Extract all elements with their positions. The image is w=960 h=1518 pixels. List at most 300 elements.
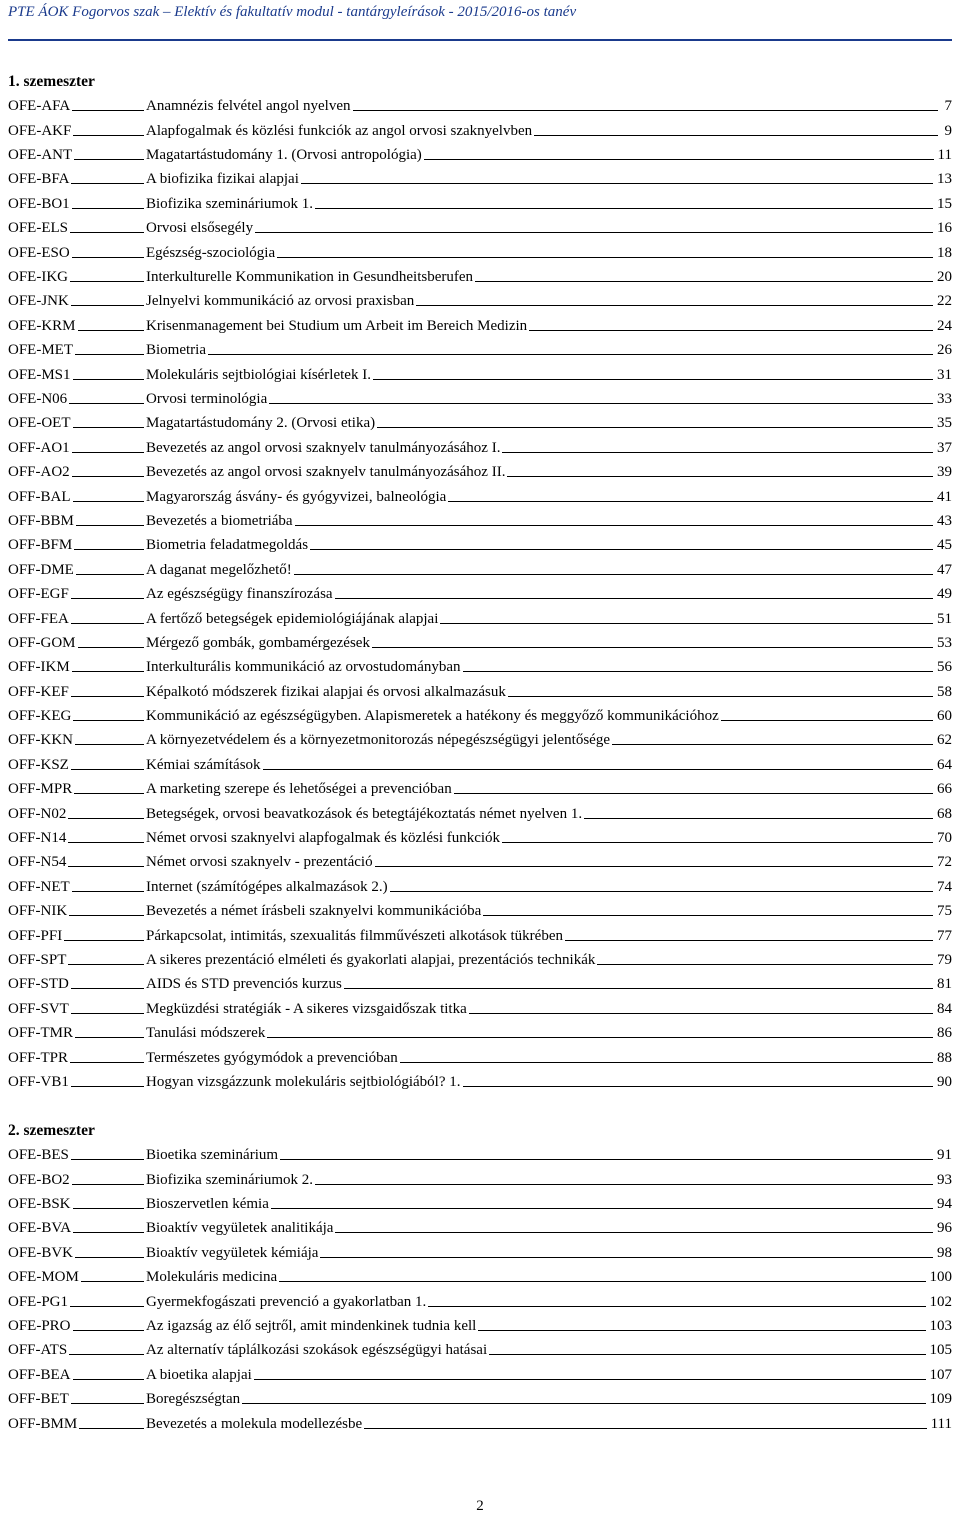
toc-entry[interactable] bbox=[8, 607, 952, 631]
code-leader-line bbox=[75, 728, 144, 745]
toc-entry[interactable] bbox=[8, 997, 952, 1021]
course-code: OFF-PFI bbox=[8, 927, 63, 944]
course-code-cell bbox=[8, 241, 144, 265]
toc-entry[interactable] bbox=[8, 1412, 952, 1436]
code-leader-line bbox=[71, 167, 144, 184]
course-code-cell bbox=[8, 826, 144, 850]
course-code-cell bbox=[8, 338, 144, 362]
course-title: Német orvosi szaknyelvi alapfogalmak és közlési funkciók bbox=[146, 830, 501, 847]
course-title-cell bbox=[146, 875, 952, 899]
course-code-cell bbox=[8, 631, 144, 655]
page-reference: 94 bbox=[937, 1196, 952, 1213]
toc-entry[interactable] bbox=[8, 94, 952, 118]
code-leader-line bbox=[71, 680, 144, 697]
toc-entry[interactable] bbox=[8, 924, 952, 948]
toc-entry[interactable] bbox=[8, 1290, 952, 1314]
code-leader-line bbox=[72, 94, 144, 111]
course-code: OFE-PG1 bbox=[8, 1293, 69, 1310]
code-leader-line bbox=[73, 485, 144, 502]
title-leader-line bbox=[529, 314, 933, 331]
page-reference: 7 bbox=[944, 98, 952, 115]
course-title-cell bbox=[146, 582, 952, 606]
toc-list bbox=[8, 94, 952, 1094]
title-leader-line bbox=[565, 924, 933, 941]
course-code-cell bbox=[8, 1192, 144, 1216]
page-reference: 68 bbox=[937, 805, 952, 822]
page-reference: 11 bbox=[937, 147, 952, 164]
page-reference: 9 bbox=[944, 122, 952, 139]
course-title: Magatartástudomány 2. (Orvosi etika) bbox=[146, 415, 376, 432]
course-title-cell bbox=[146, 1412, 952, 1436]
course-title: Molekuláris medicina bbox=[146, 1269, 278, 1286]
code-leader-line bbox=[74, 777, 144, 794]
course-title-cell bbox=[146, 972, 952, 996]
course-title: Bevezetés a német írásbeli szaknyelvi kommunikációba bbox=[146, 903, 482, 920]
course-code: OFF-IKM bbox=[8, 659, 70, 676]
course-title-cell bbox=[146, 533, 952, 557]
title-leader-line bbox=[721, 704, 933, 721]
course-title-cell bbox=[146, 704, 952, 728]
course-title: Az alternatív táplálkozási szokások egészségügyi hatásai bbox=[146, 1342, 488, 1359]
course-title-cell bbox=[146, 1143, 952, 1167]
course-code: OFF-SPT bbox=[8, 951, 67, 968]
page-header: PTE ÁOK Fogorvos szak – Elektív és fakultatív modul - tantárgyleírások - 2015/2016-os tanév bbox=[8, 4, 577, 20]
title-leader-line bbox=[507, 460, 933, 477]
toc-entry[interactable] bbox=[8, 1216, 952, 1240]
title-leader-line bbox=[534, 119, 938, 136]
title-leader-line bbox=[612, 728, 933, 745]
course-title-cell bbox=[146, 728, 952, 752]
code-leader-line bbox=[71, 289, 144, 306]
page-reference: 86 bbox=[937, 1025, 952, 1042]
course-title-cell bbox=[146, 216, 952, 240]
toc-entry[interactable] bbox=[8, 1070, 952, 1094]
toc-entry[interactable] bbox=[8, 1241, 952, 1265]
course-title: Krisenmanagement bei Studium um Arbeit im Bereich Medizin bbox=[146, 317, 528, 334]
page-reference: 15 bbox=[937, 195, 952, 212]
toc-entry[interactable] bbox=[8, 655, 952, 679]
title-leader-line bbox=[255, 216, 933, 233]
title-leader-line bbox=[502, 436, 933, 453]
code-leader-line bbox=[76, 558, 144, 575]
code-leader-line bbox=[79, 1412, 144, 1429]
course-code-cell bbox=[8, 411, 144, 435]
code-leader-line bbox=[72, 192, 144, 209]
course-code-cell bbox=[8, 997, 144, 1021]
course-title-cell bbox=[146, 1241, 952, 1265]
course-title: Megküzdési stratégiák - A sikeres vizsgaidőszak titka bbox=[146, 1000, 467, 1017]
course-title-cell bbox=[146, 143, 952, 167]
page-reference: 37 bbox=[937, 439, 952, 456]
code-leader-line bbox=[71, 607, 144, 624]
page-reference: 51 bbox=[937, 610, 952, 627]
course-code-cell bbox=[8, 167, 144, 191]
course-code-cell bbox=[8, 875, 144, 899]
page-reference: 74 bbox=[937, 878, 952, 895]
course-code: OFF-BMM bbox=[8, 1415, 78, 1432]
course-code-cell bbox=[8, 119, 144, 143]
section-title: 1. szemeszter bbox=[8, 73, 95, 90]
code-leader-line bbox=[71, 582, 144, 599]
course-code: OFF-NET bbox=[8, 878, 70, 895]
toc-entry[interactable] bbox=[8, 119, 952, 143]
page-reference: 88 bbox=[937, 1049, 952, 1066]
course-title: Molekuláris sejtbiológiai kísérletek I. bbox=[146, 366, 371, 383]
course-title: A marketing szerepe és lehetőségei a prevencióban bbox=[146, 781, 452, 798]
toc-entry[interactable] bbox=[8, 1168, 952, 1192]
page-reference: 47 bbox=[937, 561, 952, 578]
course-title-cell bbox=[146, 314, 952, 338]
title-leader-line bbox=[353, 94, 938, 111]
title-leader-line bbox=[372, 631, 933, 648]
page-reference: 98 bbox=[937, 1244, 952, 1261]
course-code-cell bbox=[8, 582, 144, 606]
course-code: OFF-BEA bbox=[8, 1366, 71, 1383]
course-code-cell bbox=[8, 1241, 144, 1265]
code-leader-line bbox=[73, 1192, 144, 1209]
course-title-cell bbox=[146, 1021, 952, 1045]
page-reference: 43 bbox=[937, 512, 952, 529]
toc-entry[interactable] bbox=[8, 533, 952, 557]
title-leader-line bbox=[489, 1338, 925, 1355]
course-title: Interkulturelle Kommunikation in Gesundheitsberufen bbox=[146, 269, 474, 286]
toc-entry[interactable] bbox=[8, 728, 952, 752]
course-title: Kémiai számítások bbox=[146, 756, 261, 773]
course-title-cell bbox=[146, 802, 952, 826]
course-title-cell bbox=[146, 997, 952, 1021]
course-title: Az egészségügy finanszírozása bbox=[146, 586, 333, 603]
page-reference: 75 bbox=[937, 903, 952, 920]
course-code-cell bbox=[8, 1338, 144, 1362]
course-title: Anamnézis felvétel angol nyelven bbox=[146, 98, 351, 115]
title-leader-line bbox=[320, 1241, 933, 1258]
course-title-cell bbox=[146, 119, 952, 143]
title-leader-line bbox=[377, 411, 933, 428]
course-code: OFF-N02 bbox=[8, 805, 67, 822]
toc-entry[interactable] bbox=[8, 777, 952, 801]
course-code: OFF-AO1 bbox=[8, 439, 70, 456]
page-reference: 66 bbox=[937, 781, 952, 798]
code-leader-line bbox=[68, 948, 144, 965]
course-code: OFE-MS1 bbox=[8, 366, 71, 383]
toc-entry[interactable] bbox=[8, 1363, 952, 1387]
title-leader-line bbox=[254, 1363, 926, 1380]
course-title: Egészség-szociológia bbox=[146, 244, 276, 261]
toc-entry[interactable] bbox=[8, 582, 952, 606]
toc-entry[interactable] bbox=[8, 1265, 952, 1289]
course-code: OFF-STD bbox=[8, 976, 69, 993]
course-title-cell bbox=[146, 265, 952, 289]
code-leader-line bbox=[71, 997, 144, 1014]
course-title: Biofizika szemináriumok 1. bbox=[146, 195, 314, 212]
toc-entry[interactable] bbox=[8, 363, 952, 387]
course-title: Alapfogalmak és közlési funkciók az angol orvosi szaknyelvben bbox=[146, 122, 533, 139]
course-title-cell bbox=[146, 850, 952, 874]
code-leader-line bbox=[72, 1168, 144, 1185]
toc-entry[interactable] bbox=[8, 387, 952, 411]
course-title-cell bbox=[146, 1265, 952, 1289]
course-code-cell bbox=[8, 728, 144, 752]
course-title-cell bbox=[146, 1046, 952, 1070]
section-semester-2 bbox=[8, 1119, 952, 1436]
code-leader-line bbox=[70, 1290, 144, 1307]
course-code: OFF-GOM bbox=[8, 634, 76, 651]
course-title: Orvosi elsősegély bbox=[146, 220, 254, 237]
course-title-cell bbox=[146, 509, 952, 533]
toc-entry[interactable] bbox=[8, 1314, 952, 1338]
toc-entry[interactable] bbox=[8, 850, 952, 874]
course-code: OFF-N54 bbox=[8, 854, 67, 871]
course-title: Biofizika szemináriumok 2. bbox=[146, 1171, 314, 1188]
course-title: Betegségek, orvosi beavatkozások és betegtájékoztatás német nyelven 1. bbox=[146, 805, 583, 822]
course-code-cell bbox=[8, 143, 144, 167]
page-reference: 39 bbox=[937, 464, 952, 481]
toc-list bbox=[8, 1143, 952, 1436]
toc-entry[interactable] bbox=[8, 826, 952, 850]
course-title: Gyermekfogászati prevenció a gyakorlatban 1. bbox=[146, 1293, 427, 1310]
course-title: Boregészségtan bbox=[146, 1391, 241, 1408]
course-code-cell bbox=[8, 1046, 144, 1070]
course-code-cell bbox=[8, 899, 144, 923]
page-reference: 64 bbox=[937, 756, 952, 773]
section-semester-1 bbox=[8, 70, 952, 1094]
course-title-cell bbox=[146, 1363, 952, 1387]
course-title-cell bbox=[146, 436, 952, 460]
course-title-cell bbox=[146, 558, 952, 582]
toc-entry[interactable] bbox=[8, 948, 952, 972]
course-title-cell bbox=[146, 1168, 952, 1192]
page-reference: 111 bbox=[930, 1415, 952, 1432]
code-leader-line bbox=[68, 802, 144, 819]
toc-entry[interactable] bbox=[8, 460, 952, 484]
toc-entry[interactable] bbox=[8, 436, 952, 460]
toc-entry[interactable] bbox=[8, 338, 952, 362]
toc-entry[interactable] bbox=[8, 753, 952, 777]
course-code-cell bbox=[8, 509, 144, 533]
course-code-cell bbox=[8, 94, 144, 118]
toc-entry[interactable] bbox=[8, 680, 952, 704]
course-title: Bevezetés a molekula modellezésbe bbox=[146, 1415, 363, 1432]
title-leader-line bbox=[584, 802, 933, 819]
course-code-cell bbox=[8, 850, 144, 874]
course-title: Bevezetés az angol orvosi szaknyelv tanulmányozásához I. bbox=[146, 439, 501, 456]
course-title-cell bbox=[146, 387, 952, 411]
course-code-cell bbox=[8, 1168, 144, 1192]
code-leader-line bbox=[69, 387, 144, 404]
code-leader-line bbox=[72, 875, 144, 892]
course-code: OFE-ELS bbox=[8, 220, 68, 237]
title-leader-line bbox=[335, 582, 933, 599]
course-code: OFF-SVT bbox=[8, 1000, 69, 1017]
course-code: OFF-VB1 bbox=[8, 1073, 69, 1090]
course-title: Bioetika szeminárium bbox=[146, 1147, 279, 1164]
course-code-cell bbox=[8, 1143, 144, 1167]
title-leader-line bbox=[269, 387, 933, 404]
title-leader-line bbox=[373, 363, 933, 380]
course-code-cell bbox=[8, 436, 144, 460]
code-leader-line bbox=[70, 1046, 144, 1063]
toc-entry[interactable] bbox=[8, 265, 952, 289]
code-leader-line bbox=[73, 1216, 144, 1233]
toc-entry[interactable] bbox=[8, 411, 952, 435]
course-title: Magyarország ásvány- és gyógyvizei, balneológia bbox=[146, 488, 447, 505]
course-code-cell bbox=[8, 607, 144, 631]
course-title: Bioszervetlen kémia bbox=[146, 1196, 269, 1213]
course-title: Német orvosi szaknyelv - prezentáció bbox=[146, 854, 373, 871]
title-leader-line bbox=[448, 485, 933, 502]
code-leader-line bbox=[70, 216, 144, 233]
toc-entry[interactable] bbox=[8, 1143, 952, 1167]
toc-entry[interactable] bbox=[8, 216, 952, 240]
toc-entry[interactable] bbox=[8, 704, 952, 728]
course-code: OFF-TMR bbox=[8, 1025, 74, 1042]
toc-entry[interactable] bbox=[8, 509, 952, 533]
toc-entry[interactable] bbox=[8, 1021, 952, 1045]
course-code: OFF-KSZ bbox=[8, 756, 69, 773]
toc-entry[interactable] bbox=[8, 972, 952, 996]
course-title-cell bbox=[146, 338, 952, 362]
course-title-cell bbox=[146, 1314, 952, 1338]
title-leader-line bbox=[469, 997, 933, 1014]
toc-entry[interactable] bbox=[8, 485, 952, 509]
course-title-cell bbox=[146, 1338, 952, 1362]
page-reference: 79 bbox=[937, 951, 952, 968]
code-leader-line bbox=[71, 1387, 144, 1404]
toc-entry[interactable] bbox=[8, 241, 952, 265]
toc-entry[interactable] bbox=[8, 167, 952, 191]
code-leader-line bbox=[73, 704, 144, 721]
course-code: OFF-BFM bbox=[8, 537, 73, 554]
title-leader-line bbox=[295, 509, 933, 526]
title-leader-line bbox=[375, 850, 933, 867]
course-title-cell bbox=[146, 631, 952, 655]
code-leader-line bbox=[75, 1021, 144, 1038]
course-code: OFE-OET bbox=[8, 415, 71, 432]
course-title-cell bbox=[146, 94, 952, 118]
code-leader-line bbox=[69, 899, 144, 916]
title-leader-line bbox=[315, 192, 933, 209]
title-leader-line bbox=[277, 241, 933, 258]
page-reference: 77 bbox=[937, 927, 952, 944]
page-reference: 26 bbox=[937, 342, 952, 359]
page-reference: 22 bbox=[937, 293, 952, 310]
page-reference: 102 bbox=[929, 1293, 952, 1310]
toc-entry[interactable] bbox=[8, 314, 952, 338]
course-code-cell bbox=[8, 972, 144, 996]
section-title: 2. szemeszter bbox=[8, 1122, 95, 1139]
course-title: Biometria bbox=[146, 342, 206, 359]
course-title-cell bbox=[146, 167, 952, 191]
course-title: Bevezetés a biometriába bbox=[146, 512, 293, 529]
course-code-cell bbox=[8, 289, 144, 313]
course-code-cell bbox=[8, 680, 144, 704]
toc-entry[interactable] bbox=[8, 1192, 952, 1216]
toc-entry[interactable] bbox=[8, 631, 952, 655]
course-title: Internet (számítógépes alkalmazások 2.) bbox=[146, 878, 388, 895]
code-leader-line bbox=[73, 363, 144, 380]
course-title: Kommunikáció az egészségügyben. Alapismeretek a hatékony és meggyőző kommunikációhoz bbox=[146, 708, 719, 725]
code-leader-line bbox=[74, 143, 144, 160]
title-leader-line bbox=[335, 1216, 933, 1233]
toc-entry[interactable] bbox=[8, 1387, 952, 1411]
title-leader-line bbox=[263, 753, 933, 770]
code-leader-line bbox=[72, 655, 144, 672]
page-reference: 100 bbox=[929, 1269, 952, 1286]
course-title-cell bbox=[146, 1216, 952, 1240]
page-number: 2 bbox=[476, 1498, 484, 1514]
course-code: OFE-MET bbox=[8, 342, 73, 359]
title-leader-line bbox=[310, 533, 933, 550]
title-leader-line bbox=[208, 338, 933, 355]
code-leader-line bbox=[73, 119, 144, 136]
course-code-cell bbox=[8, 1216, 144, 1240]
course-code-cell bbox=[8, 216, 144, 240]
page-reference: 20 bbox=[937, 269, 952, 286]
toc-entry[interactable] bbox=[8, 899, 952, 923]
toc-entry[interactable] bbox=[8, 192, 952, 216]
page-reference: 105 bbox=[929, 1342, 952, 1359]
course-title-cell bbox=[146, 899, 952, 923]
page-reference: 62 bbox=[937, 732, 952, 749]
course-title-cell bbox=[146, 948, 952, 972]
course-code-cell bbox=[8, 802, 144, 826]
course-title-cell bbox=[146, 777, 952, 801]
course-code: OFF-MPR bbox=[8, 781, 73, 798]
title-leader-line bbox=[390, 875, 933, 892]
course-code: OFE-AKF bbox=[8, 122, 72, 139]
course-title-cell bbox=[146, 1290, 952, 1314]
toc-entry[interactable] bbox=[8, 289, 952, 313]
title-leader-line bbox=[463, 655, 933, 672]
course-code: OFF-KEF bbox=[8, 683, 69, 700]
page-reference: 107 bbox=[929, 1366, 952, 1383]
page-reference: 96 bbox=[937, 1220, 952, 1237]
course-code-cell bbox=[8, 1070, 144, 1094]
course-title-cell bbox=[146, 363, 952, 387]
toc-entry[interactable] bbox=[8, 1338, 952, 1362]
title-leader-line bbox=[279, 1265, 925, 1282]
course-code: OFE-JNK bbox=[8, 293, 69, 310]
page-reference: 72 bbox=[937, 854, 952, 871]
course-code-cell bbox=[8, 314, 144, 338]
course-title-cell bbox=[146, 460, 952, 484]
toc-entry[interactable] bbox=[8, 558, 952, 582]
title-leader-line bbox=[271, 1192, 933, 1209]
page-reference: 60 bbox=[937, 708, 952, 725]
course-title-cell bbox=[146, 655, 952, 679]
course-code: OFF-ATS bbox=[8, 1342, 68, 1359]
course-title: A környezetvédelem és a környezetmonitorozás népegészségügyi jelentősége bbox=[146, 732, 610, 749]
code-leader-line bbox=[75, 338, 144, 355]
title-leader-line bbox=[428, 1290, 925, 1307]
toc-entry[interactable] bbox=[8, 143, 952, 167]
course-title: A sikeres prezentáció elméleti és gyakorlati alapjai, prezentációs technikák bbox=[146, 951, 596, 968]
course-title: A fertőző betegségek epidemiológiájának alapjai bbox=[146, 610, 439, 627]
page-reference: 56 bbox=[937, 659, 952, 676]
toc-entry[interactable] bbox=[8, 1046, 952, 1070]
course-title-cell bbox=[146, 826, 952, 850]
code-leader-line bbox=[70, 265, 144, 282]
course-code: OFF-FEA bbox=[8, 610, 69, 627]
code-leader-line bbox=[72, 241, 144, 258]
course-title: Párkapcsolat, intimitás, szexualitás filmművészeti alkotások tükrében bbox=[146, 927, 563, 944]
course-code: OFF-KEG bbox=[8, 708, 72, 725]
course-code: OFE-KRM bbox=[8, 317, 76, 334]
toc-entry[interactable] bbox=[8, 875, 952, 899]
toc-entry[interactable] bbox=[8, 802, 952, 826]
code-leader-line bbox=[81, 1265, 144, 1282]
course-code-cell bbox=[8, 1387, 144, 1411]
